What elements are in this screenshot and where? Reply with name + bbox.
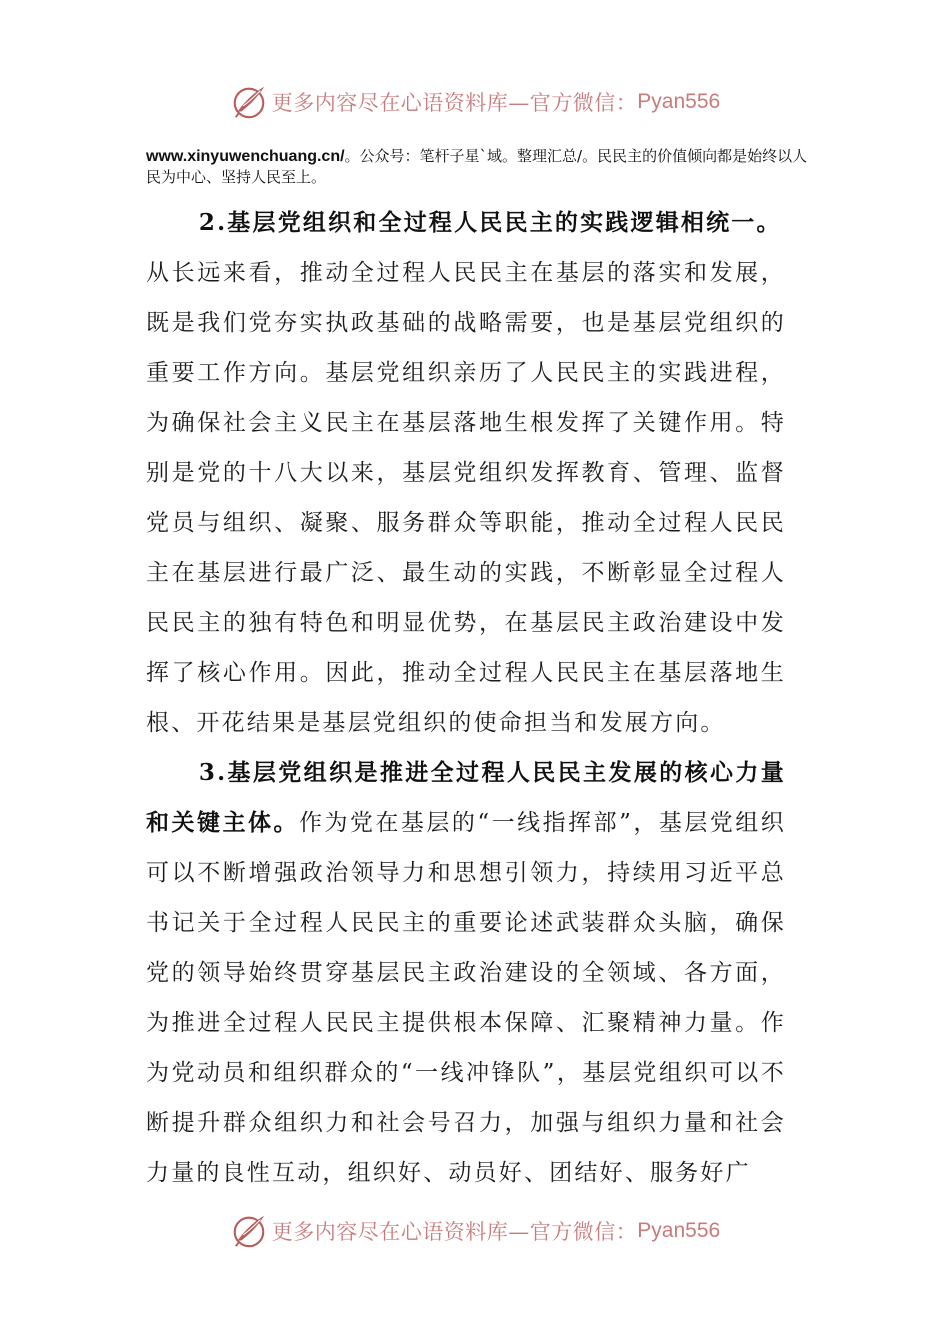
watermark-text: 更多内容尽在心语资料库—官方微信： [271,1220,638,1244]
quill-pen-logo-icon [230,83,268,121]
source-note-text: 。公众号：笔杆子星`域。整理汇总/。民民主的价值倾向都是始终以人民为中心、坚持人民至上。 [146,147,808,186]
section-3-heading: 3.基层党组织是推进全过程人民民主发展的核心力量和关键主体。 [146,759,786,836]
section-2-heading: 2.基层党组织和全过程人民民主的实践逻辑相统一。 [198,209,782,236]
section-3-body: 作为党在基层的“一线指挥部”，基层党组织可以不断增强政治领导力和思想引领力，持续用习近平总书记关于全过程人民民主的重要论述武装群众头脑，确保党的领导始终贯穿基层民主政治建设的全领域、各方面，为推进全过程人民民主提供根本保障、汇聚精神力量。作为党动员和组织群众的“一线冲锋队”，基层党组织可以不断提升群众组织力和社会号召力，加强与组织力量和社会力量的良性互动，组织好、动员好、团结好、服务好广 [146,810,786,1186]
section-2-body: 从长远来看，推动全过程人民民主在基层的落实和发展，既是我们党夯实执政基础的战略需要，也是基层党组织的重要工作方向。基层党组织亲历了人民民主的实践进程，为确保社会主义民主在基层落地生根发挥了关键作用。特别是党的十八大以来，基层党组织发挥教育、管理、监督党员与组织、凝聚、服务群众等职能，推动全过程人民民主在基层进行最广泛、最生动的实践，不断彰显全过程人民民主的独有特色和明显优势，在基层民主政治建设中发挥了核心作用。因此，推动全过程人民民主在基层落地生根、开花结果是基层党组织的使命担当和发展方向。 [146,260,786,736]
header-watermark [0,82,950,122]
watermark-contact: Pyan556 [637,90,721,113]
watermark-contact: Pyan556 [637,1219,721,1242]
watermark-text: 更多内容尽在心语资料库—官方微信： [271,91,638,115]
source-url: www.xinyuwenchuang.cn/ [146,148,345,165]
footer-watermark [0,1211,950,1251]
source-note [146,146,816,188]
section-3-paragraph [146,748,786,1198]
quill-pen-logo-icon [230,1212,268,1250]
section-2-heading-paragraph [146,198,786,248]
document-body [146,198,786,1198]
